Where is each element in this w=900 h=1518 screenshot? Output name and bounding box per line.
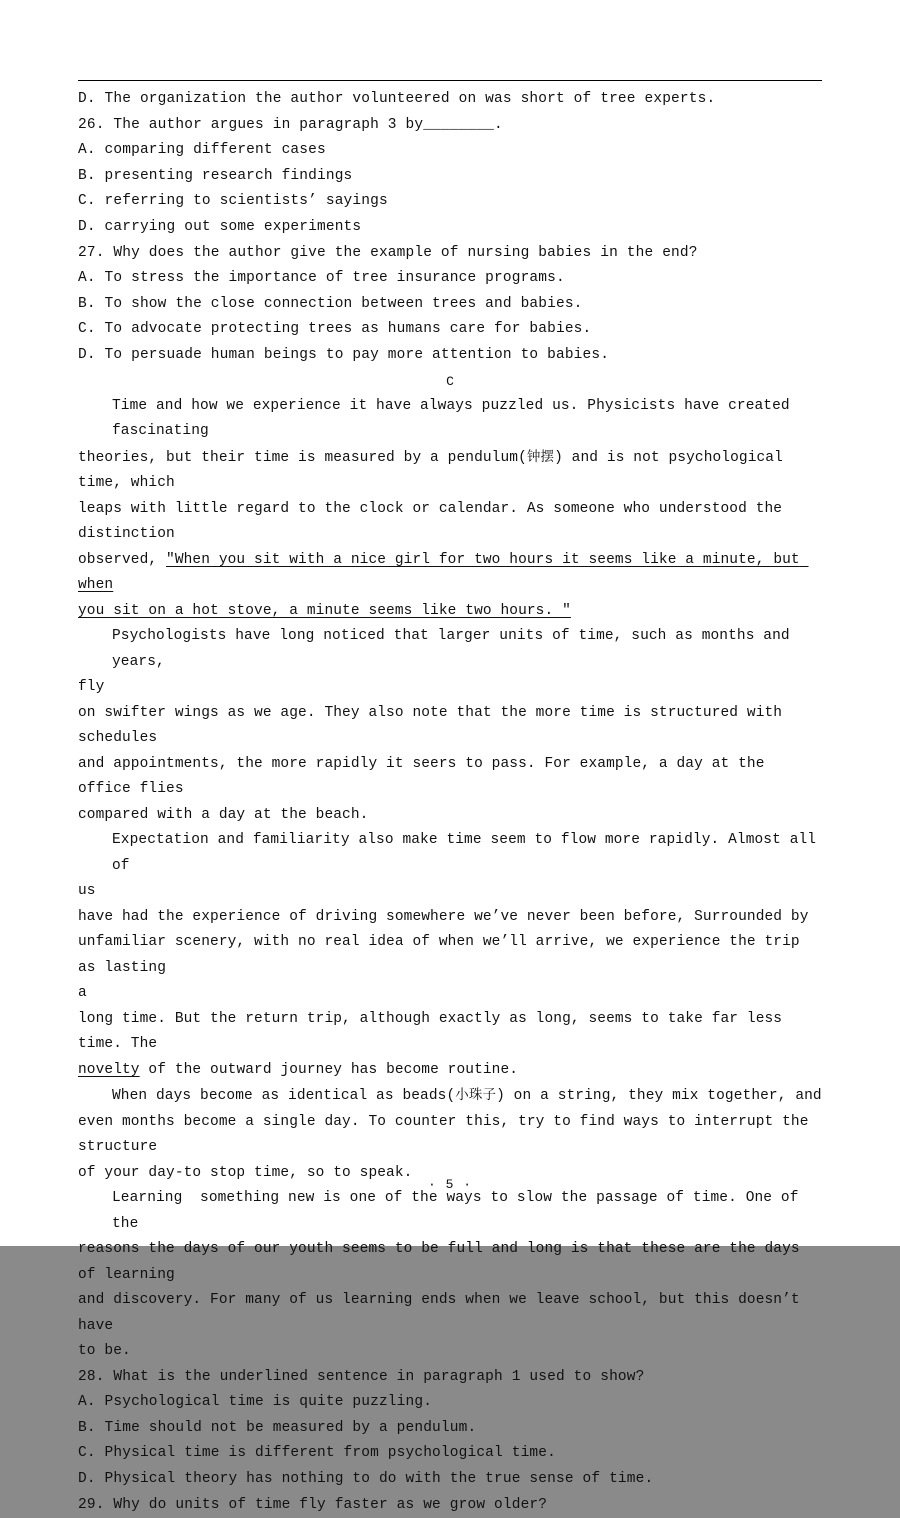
passage-text: theories, but their time is measured by a pendulum( xyxy=(78,450,527,466)
passage-line: a xyxy=(78,981,822,1007)
question-line: C. Physical time is different from psychological time. xyxy=(78,1441,822,1467)
passage-line xyxy=(78,599,822,625)
passage-line: unfamiliar scenery, with no real idea of when we’ll arrive, we experience the trip as lasting xyxy=(78,930,822,981)
passage-line: leaps with little regard to the clock or calendar. As someone who understood the distinction xyxy=(78,497,822,548)
passage-line xyxy=(78,548,822,599)
passage-text: ) and is not psychological time, which xyxy=(78,450,792,492)
header-rule xyxy=(78,80,822,81)
passage-text: observed, xyxy=(78,552,166,568)
page-number: · 5 · xyxy=(0,1177,900,1192)
bottom-questions-block xyxy=(78,1365,822,1518)
underlined-quote: you sit on a hot stove, a minute seems like two hours. " xyxy=(78,603,571,619)
passage-line: Psychologists have long noticed that larger units of time, such as months and years, xyxy=(78,624,822,675)
passage-line: Time and how we experience it have always puzzled us. Physicists have created fascinating xyxy=(78,394,822,445)
question-line: D. To persuade human beings to pay more attention to babies. xyxy=(78,343,822,369)
passage-block xyxy=(78,394,822,1365)
passage-line: us xyxy=(78,879,822,905)
passage-line: compared with a day at the beach. xyxy=(78,803,822,829)
question-line: A. Psychological time is quite puzzling. xyxy=(78,1390,822,1416)
question-line: A. comparing different cases xyxy=(78,138,822,164)
question-line: B. Time should not be measured by a pendulum. xyxy=(78,1416,822,1442)
passage-line: to be. xyxy=(78,1339,822,1365)
passage-line: and appointments, the more rapidly it seers to pass. For example, a day at the office flies xyxy=(78,752,822,803)
passage-line xyxy=(78,445,822,497)
passage-line: fly xyxy=(78,675,822,701)
passage-cjk: 钟摆 xyxy=(527,449,554,465)
question-line: C. To advocate protecting trees as humans care for babies. xyxy=(78,317,822,343)
passage-line: Learning something new is one of the ways to slow the passage of time. One of the xyxy=(78,1186,822,1237)
question-line: 26. The author argues in paragraph 3 by________. xyxy=(78,113,822,139)
underlined-word: novelty xyxy=(78,1062,140,1078)
question-line: A. To stress the importance of tree insurance programs. xyxy=(78,266,822,292)
passage-line: Expectation and familiarity also make time seem to flow more rapidly. Almost all of xyxy=(78,828,822,879)
question-line: B. To show the close connection between trees and babies. xyxy=(78,292,822,318)
passage-text: of the outward journey has become routine. xyxy=(140,1062,518,1078)
passage-line: have had the experience of driving somewhere we’ve never been before, Surrounded by xyxy=(78,905,822,931)
question-line: C. referring to scientists’ sayings xyxy=(78,189,822,215)
question-line: 28. What is the underlined sentence in paragraph 1 used to show? xyxy=(78,1365,822,1391)
passage-text: When days become as identical as beads( xyxy=(112,1088,455,1104)
passage-text: ) on a string, they mix together, and xyxy=(496,1088,822,1104)
passage-line: long time. But the return trip, although exactly as long, seems to take far less time. The xyxy=(78,1007,822,1058)
passage-line: and discovery. For many of us learning ends when we leave school, but this doesn’t have xyxy=(78,1288,822,1339)
question-line: 29. Why do units of time fly faster as we grow older? xyxy=(78,1493,822,1518)
top-questions-block xyxy=(78,87,822,369)
question-line: D. carrying out some experiments xyxy=(78,215,822,241)
section-letter: C xyxy=(78,370,822,394)
question-line: 27. Why does the author give the example of nursing babies in the end? xyxy=(78,241,822,267)
passage-line xyxy=(78,1058,822,1084)
passage-line: reasons the days of our youth seems to be full and long is that these are the days of learning xyxy=(78,1237,822,1288)
question-line: B. presenting research findings xyxy=(78,164,822,190)
question-line: D. Physical theory has nothing to do with the true sense of time. xyxy=(78,1467,822,1493)
passage-line: of your day-to stop time, so to speak. xyxy=(78,1161,822,1187)
passage-line: on swifter wings as we age. They also note that the more time is structured with schedules xyxy=(78,701,822,752)
passage-line xyxy=(78,1083,822,1110)
underlined-quote: "When you sit with a nice girl for two hours it seems like a minute, but when xyxy=(78,552,809,594)
passage-cjk: 小珠子 xyxy=(455,1087,496,1103)
passage-line: even months become a single day. To counter this, try to find ways to interrupt the structure xyxy=(78,1110,822,1161)
question-line: D. The organization the author volunteered on was short of tree experts. xyxy=(78,87,822,113)
page-content xyxy=(78,80,822,1518)
